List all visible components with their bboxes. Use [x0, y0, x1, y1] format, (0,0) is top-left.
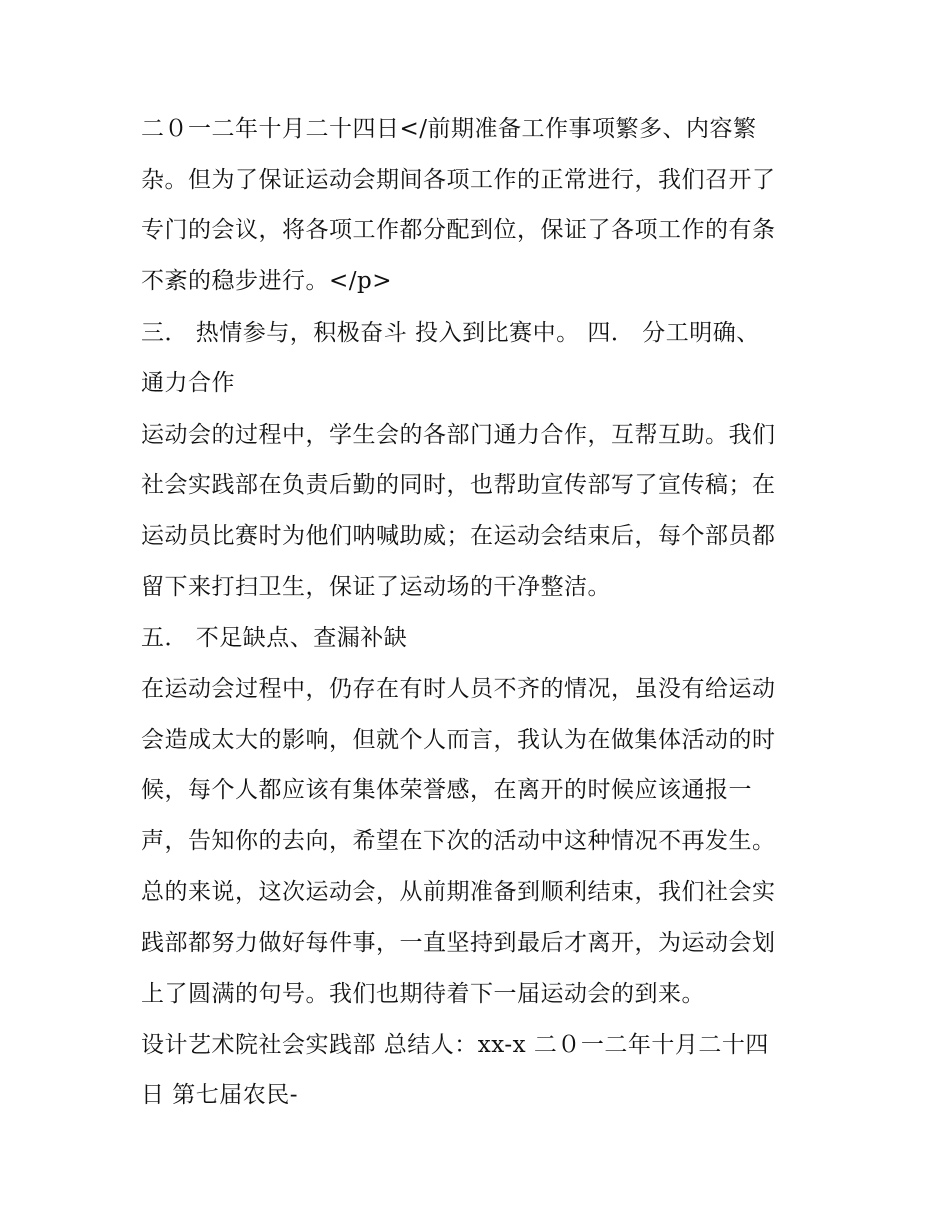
- text-line-2: 杂。但为了保证运动会期间各项工作的正常进行，我们召开了: [141, 167, 776, 193]
- signature-line: 设计艺术院社会实践部 总结人：xx-x 二０一二年十月二十四: [141, 1032, 769, 1058]
- text-line-10: 留下来打扫卫生，保证了运动场的干净整洁。: [141, 574, 611, 600]
- text-line-14: 候，每个人都应该有集体荣誉感，在离开的时候应该通报一: [141, 777, 752, 803]
- text-line-9: 运动员比赛时为他们呐喊助威；在运动会结束后，每个部员都: [141, 523, 776, 549]
- text-line-17: 践部都努力做好每件事，一直坚持到最后才离开，为运动会划: [141, 930, 776, 956]
- text-line-8: 社会实践部在负责后勤的同时，也帮助宣传部写了宣传稿；在: [141, 472, 776, 498]
- text-line-4: 不紊的稳步进行。</p>: [141, 268, 393, 294]
- text-line-13: 会造成太大的影响，但就个人而言，我认为在做集体活动的时: [141, 727, 776, 753]
- text-line-7: 运动会的过程中，学生会的各部门通力合作，互帮互助。我们: [141, 422, 776, 448]
- section-heading-3-4: 三． 热情参与，积极奋斗 投入到比赛中。 四． 分工明确、: [141, 320, 760, 346]
- text-line-12: 在运动会过程中，仍存在有时人员不齐的情况，虽没有给运动: [141, 676, 776, 702]
- signature-line-cont: 日 第七届农民-: [141, 1082, 299, 1108]
- text-line-18: 上了圆满的句号。我们也期待着下一届运动会的到来。: [141, 981, 705, 1007]
- text-line-15: 声，告知你的去向，希望在下次的活动中这种情况不再发生。: [141, 828, 776, 854]
- section-heading-4-cont: 通力合作: [141, 370, 235, 396]
- text-line-1: 二０一二年十月二十四日</前期准备工作事项繁多、内容繁: [141, 116, 757, 142]
- text-line-3: 专门的会议，将各项工作都分配到位，保证了各项工作的有条: [141, 217, 776, 243]
- section-heading-5: 五． 不足缺点、查漏补缺: [141, 625, 408, 651]
- text-line-16: 总的来说，这次运动会，从前期准备到顺利结束，我们社会实: [141, 879, 776, 905]
